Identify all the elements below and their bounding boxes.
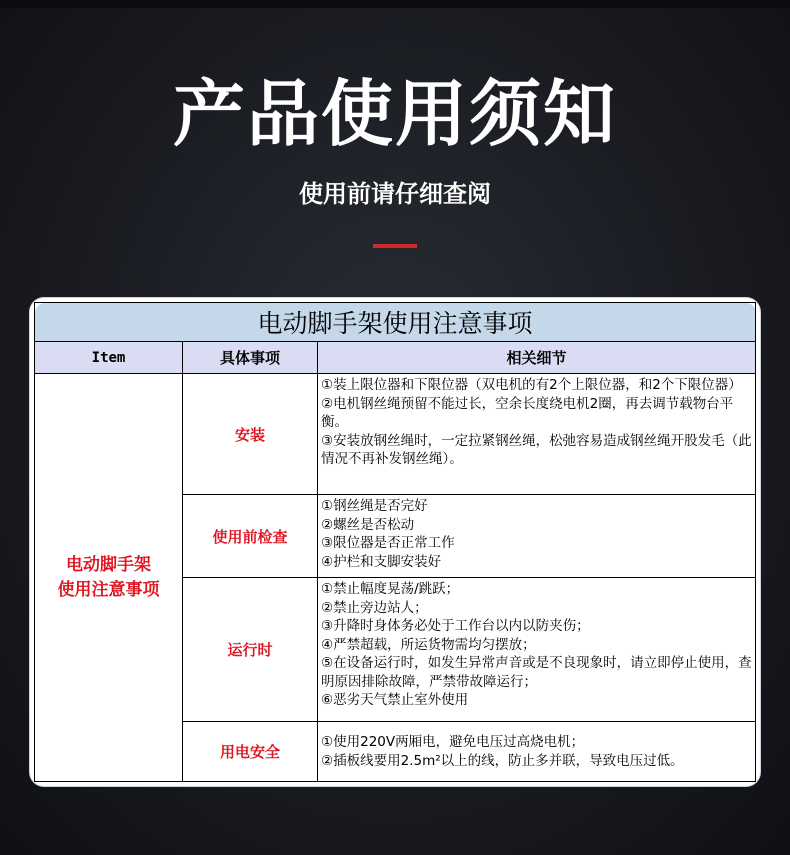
detail-line: ③限位器是否正常工作 xyxy=(321,535,455,551)
detail-line: ⑥恶劣天气禁止室外使用 xyxy=(321,692,469,708)
column-header-item: Item xyxy=(35,342,183,374)
table-caption: 电动脚手架使用注意事项 xyxy=(35,303,756,342)
row-details xyxy=(318,374,756,495)
detail-line: ②禁止旁边站人； xyxy=(321,599,428,616)
page-subtitle: 使用前请仔细查阅 xyxy=(299,180,491,208)
column-header-details: 相关细节 xyxy=(318,342,756,374)
detail-line: ③升降时身体务必处于工作台以内以防夹伤； xyxy=(321,618,590,634)
row-details xyxy=(318,495,756,578)
top-band xyxy=(0,0,790,8)
detail-line: ②插板线要用2.5m²以上的线，防止多并联，导致电压过低。 xyxy=(321,752,684,769)
row-name: 用电安全 xyxy=(183,722,318,782)
row-details xyxy=(318,578,756,722)
row-details xyxy=(318,722,756,782)
row-name: 安装 xyxy=(183,374,318,495)
detail-line: ③安装放钢丝绳时，一定拉紧钢丝绳，松弛容易造成钢丝绳开股发毛（此情况不再补发钢丝绳）。 xyxy=(321,432,752,467)
detail-line: ②电机钢丝绳预留不能过长，空余长度绕电机2圈，再去调节载物台平衡。 xyxy=(321,395,734,430)
detail-line: ①使用220V两厢电，避免电压过高烧电机； xyxy=(321,734,585,750)
notes-card xyxy=(30,298,760,786)
page-title: 产品使用须知 xyxy=(172,72,617,156)
row-name: 使用前检查 xyxy=(183,495,318,578)
accent-divider xyxy=(373,244,417,248)
detail-line: ⑤在设备运行时，如发生异常声音或是不良现象时，请立即停止使用，查明原因排除故障，严禁带故障运行； xyxy=(321,655,752,690)
notes-table xyxy=(34,302,756,782)
table-header-row xyxy=(35,342,756,374)
category-cell xyxy=(35,374,183,782)
detail-line: ②螺丝是否松动 xyxy=(321,516,415,533)
detail-line: ①装上限位器和下限位器（双电机的有2个上限位器，和2个下限位器） xyxy=(321,377,742,393)
table-row xyxy=(35,374,756,495)
category-line-1: 电动脚手架 xyxy=(66,554,151,575)
detail-line: ④严禁超载，所运货物需均匀摆放； xyxy=(321,636,536,653)
column-header-specific: 具体事项 xyxy=(183,342,318,374)
detail-line: ①禁止幅度晃荡/跳跃； xyxy=(321,581,460,597)
detail-line: ①钢丝绳是否完好 xyxy=(321,498,428,514)
detail-line: ④护栏和支脚安装好 xyxy=(321,553,442,570)
row-name: 运行时 xyxy=(183,578,318,722)
category-line-2: 使用注意事项 xyxy=(57,579,160,600)
